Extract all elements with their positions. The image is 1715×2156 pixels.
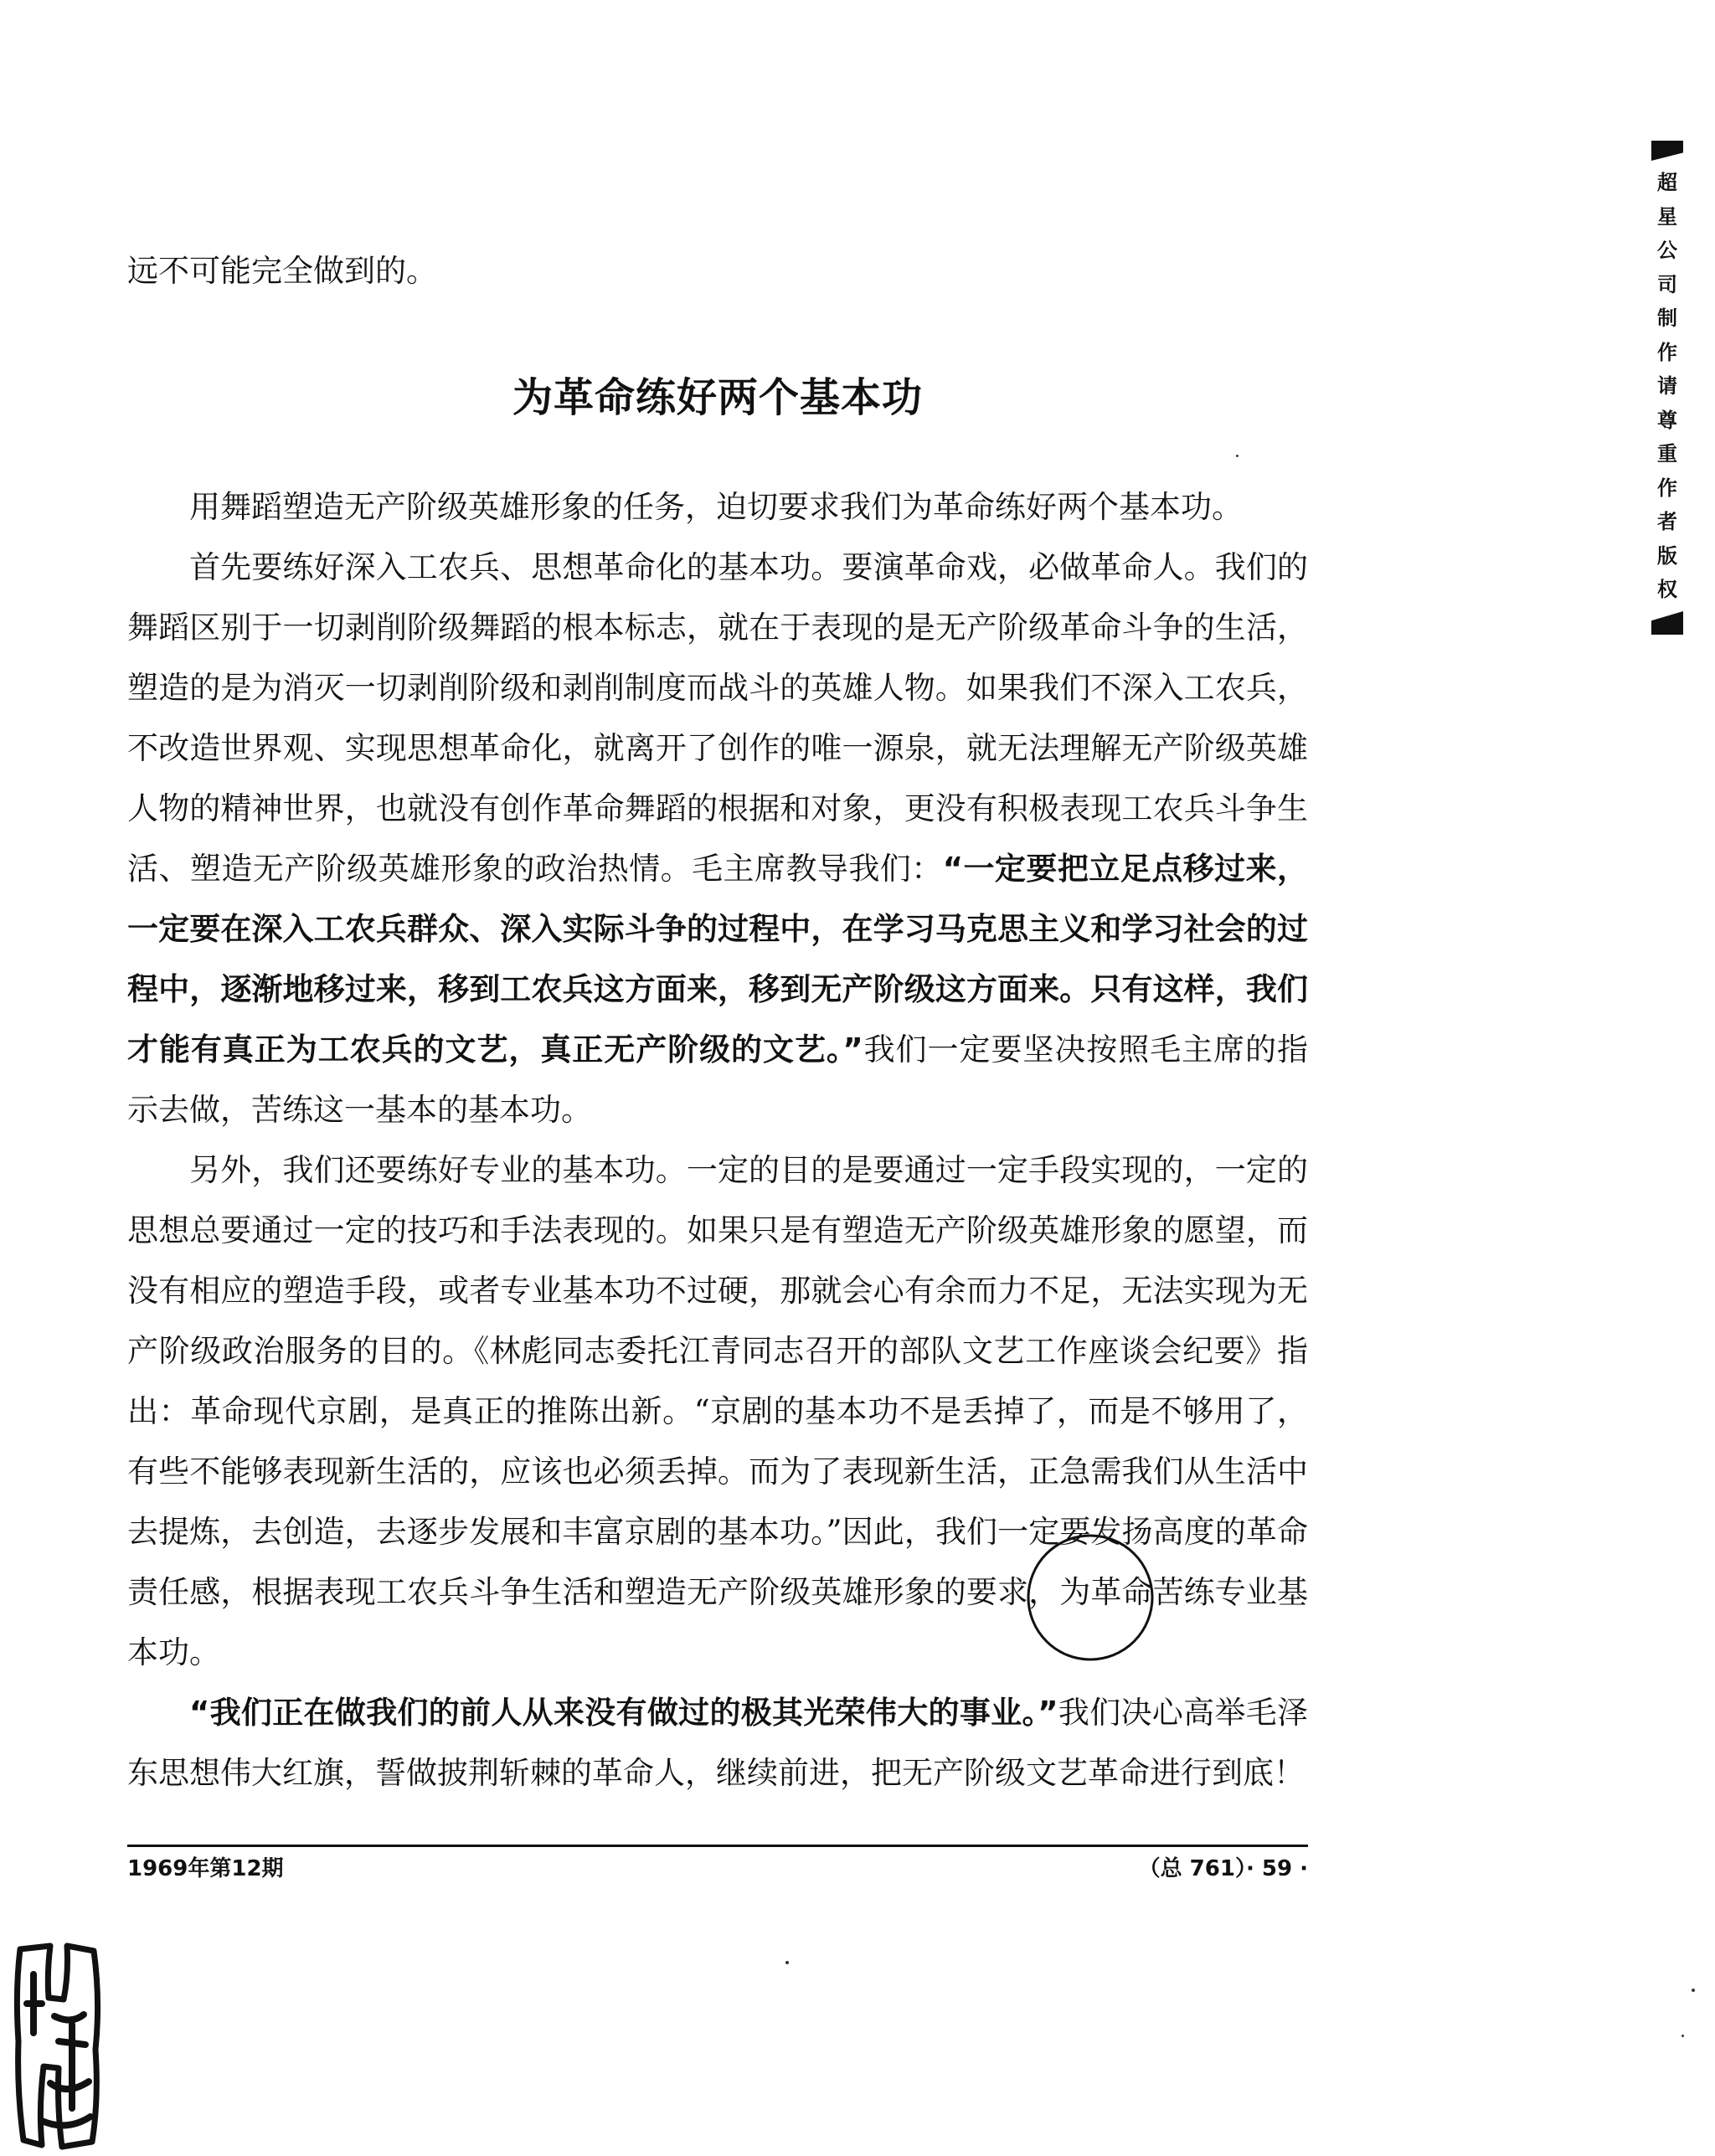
strip-bar-top <box>1651 141 1683 161</box>
paragraph-text: 我们一定要坚决按照毛主席的指示去做，苦练这一基本的基本功。 <box>127 1032 1308 1128</box>
paragraph-text: 我们决心高举毛泽东思想伟大红旗，誓做披荆斩棘的革命人，继续前进，把无产阶级文艺革命进行到底！ <box>127 1695 1309 1791</box>
copyright-vertical-text: 超星公司制作请尊重作者版权 <box>1657 171 1677 601</box>
footer-page-number: （总 761）· 59 · <box>1138 1856 1308 1881</box>
paragraph-text: 用舞蹈塑造无产阶级英雄形象的任务，迫切要求我们为革命练好两个基本功。 <box>189 489 1243 525</box>
seal-mark <box>8 1941 109 2150</box>
article-title: 为革命练好两个基本功 <box>512 374 923 421</box>
body-paragraph <box>127 1683 1308 1804</box>
copyright-side-strip <box>1651 141 1685 635</box>
paragraph-text: 首先要练好深入工农兵、思想革命化的基本功。要演革命戏，必做革命人。我们的舞蹈区别于一切剥削阶级舞蹈的根本标志，就在于表现的是无产阶级革命斗争的生活，塑造的是为消灭一切剥削阶级和剥削制度而战斗的英雄人物。如果我们不深入工农兵，不改造世界观、实现思想革命化，就离开了创作的唯一源泉，就无法理解无产阶级英雄人物的精神世界，也就没有创作革命舞蹈的根据和对象，更没有积极表现工农兵斗争生活、塑造无产阶级英雄形象的政治热情。毛主席教导我们： <box>127 549 1308 887</box>
body-paragraph <box>127 538 1308 1140</box>
circle-stamp-mark <box>1023 1531 1157 1665</box>
body-paragraph <box>127 477 1308 538</box>
scan-speck <box>785 1961 789 1964</box>
footer-rule <box>127 1845 1308 1847</box>
strip-bar-bottom <box>1651 611 1683 635</box>
scan-speck <box>1236 455 1239 457</box>
paragraph-text: 另外，我们还要练好专业的基本功。一定的目的是要通过一定手段实现的，一定的思想总要通过一定的技巧和手法表现的。如果只是有塑造无产阶级英雄形象的愿望，而没有相应的塑造手段，或者专业基本功不过硬，那就会心有余而力不足，无法实现为无产阶级政治服务的目的。《林彪同志委托江青同志召开的部队文艺工作座谈会纪要》指出：革命现代京剧，是真正的推陈出新。“京剧的基本功不是丢掉了，而是不够用了，有些不能够表现新生活的，应该也必须丢掉。而为了表现新生活，正急需我们从生活中去提炼，去创造，去逐步发展和丰富京剧的基本功。”因此，我们一定要发扬高度的革命责任感，根据表现工农兵斗争生活和塑造无产阶级英雄形象的要求，为革命苦练专业基本功。 <box>127 1152 1308 1670</box>
quotation-text: “我们正在做我们的前人从来没有做过的极其光荣伟大的事业。” <box>189 1695 1058 1731</box>
scan-speck <box>1682 2035 1684 2037</box>
footer-issue: 1969年第12期 <box>127 1856 284 1881</box>
lead-line: 远不可能完全做到的。 <box>127 253 437 289</box>
scan-speck <box>1692 1989 1695 1992</box>
quotation-text: “一定要把立足点移过来，一定要在深入工农兵群众、深入实际斗争的过程中，在学习马克思主义和学习社会的过程中，逐渐地移过来，移到工农兵这方面来，移到无产阶级这方面来。只有这样，我们才能有真正为工农兵的文艺，真正无产阶级的文艺。” <box>127 851 1308 1068</box>
